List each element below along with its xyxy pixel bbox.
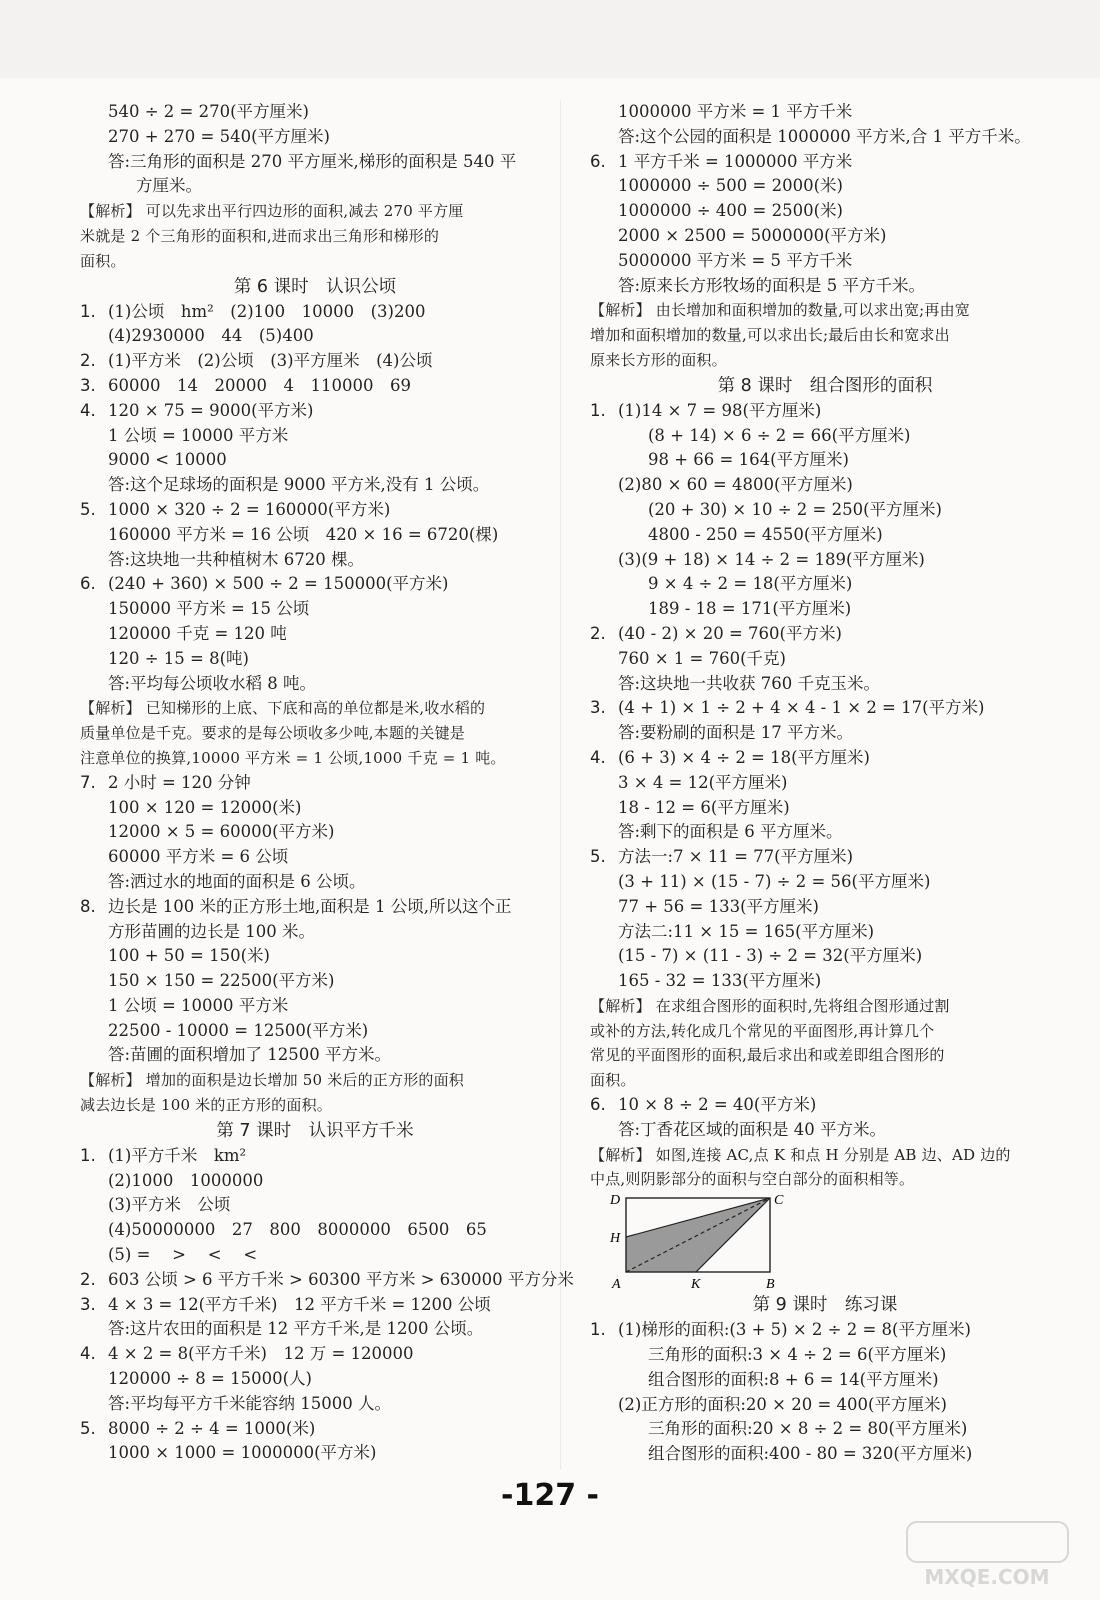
analysis-note [80, 696, 550, 770]
answer-text: 三角形的面积:20 × 8 ÷ 2 = 80(平方厘米) [648, 1419, 968, 1439]
answer-text: 4 × 3 = 12(平方千米) 12 平方千米 = 1200 公顷 [108, 1294, 491, 1314]
answer-line [80, 424, 550, 449]
answer-text: 答:剩下的面积是 6 平方厘米。 [618, 822, 843, 842]
answer-text: (3 + 11) × (15 - 7) ÷ 2 = 56(平方厘米) [618, 871, 931, 891]
answer-text: 方厘米。 [136, 176, 202, 196]
answer-text: 1000000 ÷ 400 = 2500(米) [618, 201, 843, 221]
analysis-line: 常见的平面图形的面积,最后求出和或差即组合图形的 [590, 1046, 945, 1065]
answer-line [80, 349, 550, 374]
label-c: C [774, 1193, 784, 1209]
question-number: 5. [590, 847, 606, 867]
answer-text: (1)平方米 (2)公顷 (3)平方厘米 (4)公顷 [108, 351, 433, 371]
answer-line [590, 448, 1060, 473]
answer-text: 答:平均每公顷收水稻 8 吨。 [108, 673, 317, 693]
answer-text: (3)平方米 公顷 [108, 1195, 231, 1215]
answer-line [80, 920, 550, 945]
answer-text: (4)2930000 44 (5)400 [108, 326, 314, 346]
answer-line [80, 150, 550, 175]
question-number: 1. [590, 400, 606, 420]
answer-text: 9000 < 10000 [108, 450, 227, 470]
geometry-figure [600, 1192, 1060, 1292]
answer-line [590, 224, 1060, 249]
answer-line [80, 944, 550, 969]
label-d: D [610, 1193, 621, 1209]
answer-text: 答:这块地一共种植树木 6720 棵。 [108, 549, 365, 569]
question-number: 5. [80, 499, 96, 519]
question-number: 3. [590, 698, 606, 718]
answer-text: 1 公顷 = 10000 平方米 [108, 425, 289, 445]
answer-text: 603 公顷 > 6 平方千米 > 60300 平方米 > 630000 平方分米 [108, 1269, 574, 1289]
answer-line [590, 498, 1060, 523]
answer-line [80, 100, 550, 125]
answer-text: (20 + 30) × 10 ÷ 2 = 250(平方厘米) [648, 499, 942, 519]
answer-line [590, 1343, 1060, 1368]
answer-text: (15 - 7) × (11 - 3) ÷ 2 = 32(平方厘米) [618, 946, 923, 966]
answer-text: 100 × 120 = 12000(米) [108, 797, 302, 817]
answer-text: 4 × 2 = 8(平方千米) 12 万 = 120000 [108, 1344, 414, 1364]
answer-text: 10 × 8 ÷ 2 = 40(平方米) [618, 1095, 817, 1115]
question-number: 3. [80, 1294, 96, 1314]
answer-line [80, 845, 550, 870]
analysis-line: 【解析】 由长增加和面积增加的数量,可以求出宽;再由宽 [590, 301, 970, 320]
answer-text: 8000 ÷ 2 ÷ 4 = 1000(米) [108, 1418, 316, 1438]
answer-text: (2)80 × 60 = 4800(平方厘米) [618, 475, 853, 495]
answer-text: 三角形的面积:3 × 4 ÷ 2 = 6(平方厘米) [648, 1345, 947, 1365]
answer-line [590, 672, 1060, 697]
answer-line [590, 174, 1060, 199]
answer-line [80, 399, 550, 424]
analysis-line: 【解析】 如图,连接 AC,点 K 和点 H 分别是 AB 边、AD 边的 [590, 1145, 1011, 1164]
analysis-line: 增加和面积增加的数量,可以求出长;最后由长和宽求出 [590, 326, 950, 345]
answer-text: (1)梯形的面积:(3 + 5) × 2 ÷ 2 = 8(平方厘米) [618, 1320, 971, 1340]
answer-text: 5000000 平方米 = 5 平方千米 [618, 250, 853, 270]
answer-line [590, 771, 1060, 796]
answer-line [590, 249, 1060, 274]
answer-text: 方法二:11 × 15 = 165(平方厘米) [618, 921, 875, 941]
answer-text: 98 + 66 = 164(平方厘米) [648, 450, 849, 470]
answer-text: 150 × 150 = 22500(平方米) [108, 971, 335, 991]
answer-line [80, 174, 550, 199]
answer-line [590, 424, 1060, 449]
answer-text: (6 + 3) × 4 ÷ 2 = 18(平方厘米) [618, 747, 870, 767]
answer-line [590, 1442, 1060, 1467]
answer-line [590, 647, 1060, 672]
question-number: 2. [80, 351, 96, 371]
answer-line [590, 1093, 1060, 1118]
answer-text: 1 公顷 = 10000 平方米 [108, 995, 289, 1015]
question-number: 1. [80, 301, 96, 321]
answer-line [590, 100, 1060, 125]
lesson-8-heading: 第 8 课时 组合图形的面积 [717, 375, 933, 396]
analysis-note [590, 994, 1060, 1093]
answer-line [80, 548, 550, 573]
answer-text: 22500 - 10000 = 12500(平方米) [108, 1020, 369, 1040]
answer-line [590, 870, 1060, 895]
answer-line [80, 448, 550, 473]
answer-line [590, 150, 1060, 175]
answer-text: 100 + 50 = 150(米) [108, 946, 270, 966]
answer-line [80, 1243, 550, 1268]
answer-line [80, 374, 550, 399]
answer-text: 2 小时 = 120 分钟 [108, 772, 251, 792]
answer-line [80, 1218, 550, 1243]
answer-line [590, 696, 1060, 721]
answer-line [80, 1293, 550, 1318]
answer-text: 150000 平方米 = 15 公顷 [108, 599, 310, 619]
answer-line [590, 1118, 1060, 1143]
answer-line [80, 1019, 550, 1044]
question-number: 2. [590, 623, 606, 643]
answer-line [80, 796, 550, 821]
answer-line [80, 1043, 550, 1068]
label-h: H [610, 1231, 621, 1247]
answer-line [590, 721, 1060, 746]
answer-line [590, 969, 1060, 994]
analysis-line: 注意单位的换算,10000 平方米 = 1 公顷,1000 千克 = 1 吨。 [80, 748, 506, 767]
analysis-line: 原来长方形的面积。 [590, 350, 727, 369]
answer-line [80, 647, 550, 672]
answer-text: 答:洒过水的地面的面积是 6 公顷。 [108, 871, 366, 891]
answer-text: 答:这个公园的面积是 1000000 平方米,合 1 平方千米。 [618, 126, 1031, 146]
answer-text: (40 - 2) × 20 = 760(平方米) [618, 623, 842, 643]
answer-text: 组合图形的面积:8 + 6 = 14(平方厘米) [648, 1369, 939, 1389]
question-number: 2. [80, 1269, 96, 1289]
answer-text: 9 × 4 ÷ 2 = 18(平方厘米) [648, 574, 853, 594]
answer-text: 120000 ÷ 8 = 15000(人) [108, 1369, 312, 1389]
analysis-line: 质量单位是千克。要求的是每公顷收多少吨,本题的关键是 [80, 724, 465, 743]
analysis-line: 米就是 2 个三角形的面积和,进而求出三角形和梯形的 [80, 226, 440, 245]
answer-text: 1000000 ÷ 500 = 2000(米) [618, 176, 843, 196]
answer-line [590, 523, 1060, 548]
label-b: B [766, 1277, 775, 1293]
answer-line [590, 944, 1060, 969]
answer-text: 组合图形的面积:400 - 80 = 320(平方厘米) [648, 1444, 973, 1464]
answer-line [590, 199, 1060, 224]
analysis-line: 【解析】 已知梯形的上底、下底和高的单位都是米,收水稻的 [80, 699, 486, 718]
question-number: 4. [80, 400, 96, 420]
watermark-text: MXQE.COM [924, 1565, 1050, 1589]
answer-line [590, 274, 1060, 299]
answer-line [590, 820, 1060, 845]
answer-line [590, 796, 1060, 821]
question-number: 6. [590, 1095, 606, 1115]
question-number: 5. [80, 1418, 96, 1438]
question-number: 1. [80, 1145, 96, 1165]
answer-text: 答:这个足球场的面积是 9000 平方米,没有 1 公顷。 [108, 475, 490, 495]
answer-line [590, 845, 1060, 870]
answer-line [80, 473, 550, 498]
answer-line [590, 622, 1060, 647]
answer-text: 2000 × 2500 = 5000000(平方米) [618, 225, 887, 245]
label-a: A [612, 1277, 621, 1293]
answer-line [80, 1193, 550, 1218]
answer-line [80, 622, 550, 647]
answer-text: 120000 千克 = 120 吨 [108, 623, 287, 643]
analysis-line: 面积。 [590, 1071, 636, 1090]
answer-line [80, 870, 550, 895]
answer-text: 答:丁香花区域的面积是 40 平方米。 [618, 1119, 887, 1139]
answer-text: 方形苗圃的边长是 100 米。 [108, 921, 315, 941]
watermark-logo [905, 1520, 1070, 1590]
answer-text: (8 + 14) × 6 ÷ 2 = 66(平方厘米) [648, 425, 911, 445]
answer-line [590, 473, 1060, 498]
answer-text: 4800 - 250 = 4550(平方厘米) [648, 524, 883, 544]
analysis-note [590, 298, 1060, 372]
question-number: 8. [80, 896, 96, 916]
answer-line [80, 994, 550, 1019]
answer-text: (3)(9 + 18) × 14 ÷ 2 = 189(平方厘米) [618, 549, 925, 569]
answer-text: 270 + 270 = 540(平方厘米) [108, 126, 330, 146]
answer-text: 答:平均每平方千米能容纳 15000 人。 [108, 1393, 392, 1413]
answer-line [590, 572, 1060, 597]
right-column [590, 100, 1060, 1467]
analysis-note [590, 1143, 1060, 1193]
top-margin [0, 0, 1100, 78]
analysis-note [80, 199, 550, 273]
question-number: 6. [590, 151, 606, 171]
answer-text: 答:要粉刷的面积是 17 平方米。 [618, 723, 854, 743]
answer-text: (2)正方形的面积:20 × 20 = 400(平方厘米) [618, 1394, 947, 1414]
answer-text: 1000 × 1000 = 1000000(平方米) [108, 1443, 377, 1463]
question-number: 6. [80, 574, 96, 594]
question-number: 7. [80, 772, 96, 792]
question-number: 4. [590, 747, 606, 767]
answer-text: 答:苗圃的面积增加了 12500 平方米。 [108, 1045, 392, 1065]
analysis-line: 【解析】 在求组合图形的面积时,先将组合图形通过割 [590, 996, 950, 1015]
answer-line [80, 672, 550, 697]
answer-line [80, 1441, 550, 1466]
answer-text: 165 - 32 = 133(平方厘米) [618, 971, 822, 991]
answer-line [80, 1367, 550, 1392]
analysis-line: 或补的方法,转化成几个常见的平面图形,再计算几个 [590, 1021, 935, 1040]
answer-text: 540 ÷ 2 = 270(平方厘米) [108, 102, 309, 121]
answer-line [80, 523, 550, 548]
answer-line [80, 895, 550, 920]
answer-text: 方法一:7 × 11 = 77(平方厘米) [618, 847, 854, 867]
answer-line [590, 1368, 1060, 1393]
answer-line [80, 1268, 574, 1293]
answer-text: (240 + 360) × 500 ÷ 2 = 150000(平方米) [108, 574, 449, 594]
answer-line [80, 1392, 550, 1417]
answer-text: 60000 14 20000 4 110000 69 [108, 375, 411, 395]
analysis-line: 减去边长是 100 米的正方形的面积。 [80, 1096, 332, 1115]
answer-line [80, 1417, 550, 1442]
answer-text: (5) = > < < [108, 1245, 258, 1265]
answer-line [80, 572, 550, 597]
answer-text: (2)1000 1000000 [108, 1170, 264, 1190]
answer-line [590, 548, 1060, 573]
answer-line [80, 969, 550, 994]
answer-text: (4)50000000 27 800 8000000 6500 65 [108, 1220, 487, 1240]
answer-text: 760 × 1 = 760(千克) [618, 648, 786, 668]
answer-line [590, 399, 1060, 424]
answer-line [80, 597, 550, 622]
answer-text: 18 - 12 = 6(平方厘米) [618, 797, 790, 817]
answer-text: 189 - 18 = 171(平方厘米) [648, 599, 852, 619]
analysis-line: 【解析】 增加的面积是边长增加 50 米后的正方形的面积 [80, 1071, 464, 1090]
answer-text: 1000000 平方米 = 1 平方千米 [618, 102, 853, 121]
lesson-7-heading: 第 7 课时 认识平方千米 [216, 1120, 414, 1141]
lesson-9-heading: 第 9 课时 练习课 [752, 1295, 898, 1316]
rectangle-abcd-diagram [600, 1192, 820, 1292]
lesson-6-heading: 第 6 课时 认识公顷 [233, 276, 397, 297]
answer-text: 答:原来长方形牧场的面积是 5 平方千米。 [618, 275, 926, 295]
answer-line [80, 1317, 550, 1342]
answer-line [80, 498, 550, 523]
answer-text: 1000 × 320 ÷ 2 = 160000(平方米) [108, 499, 391, 519]
answer-text: 160000 平方米 = 16 公顷 420 × 16 = 6720(棵) [108, 524, 499, 544]
answer-line [590, 1393, 1060, 1418]
answer-line [80, 771, 550, 796]
answer-text: (1)公顷 hm² (2)100 10000 (3)200 [108, 301, 426, 321]
answer-text: 答:这片农田的面积是 12 平方千米,是 1200 公顷。 [108, 1319, 484, 1339]
answer-line [80, 324, 550, 349]
answer-text: 答:三角形的面积是 270 平方厘米,梯形的面积是 540 平 [108, 151, 517, 171]
answer-line [590, 1417, 1060, 1442]
answer-text: 120 × 75 = 9000(平方米) [108, 400, 314, 420]
answer-text: 12000 × 5 = 60000(平方米) [108, 822, 335, 842]
answer-text: 3 × 4 = 12(平方厘米) [618, 772, 788, 792]
answer-text: 答:这块地一共收获 760 千克玉米。 [618, 673, 881, 693]
label-k: K [691, 1277, 701, 1293]
analysis-line: 【解析】 可以先求出平行四边形的面积,减去 270 平方厘 [80, 202, 464, 221]
question-number: 3. [80, 375, 96, 395]
column-divider [560, 100, 561, 1470]
answer-line [590, 920, 1060, 945]
answer-line [590, 746, 1060, 771]
answer-line [80, 820, 550, 845]
answer-line [80, 125, 550, 150]
answer-text: (1)14 × 7 = 98(平方厘米) [618, 400, 822, 420]
answer-line [590, 597, 1060, 622]
answer-line [80, 300, 550, 325]
answer-line [590, 1318, 1060, 1343]
answer-line [80, 1169, 550, 1194]
answer-text: 77 + 56 = 133(平方厘米) [618, 896, 819, 916]
answer-line [80, 1342, 550, 1367]
question-number: 4. [80, 1344, 96, 1364]
question-number: 1. [590, 1320, 606, 1340]
answer-text: 120 ÷ 15 = 8(吨) [108, 648, 249, 668]
answer-text: (4 + 1) × 1 ÷ 2 + 4 × 4 - 1 × 2 = 17(平方米) [618, 698, 985, 718]
page-number: -127 - [501, 1478, 599, 1513]
answer-text: 边长是 100 米的正方形土地,面积是 1 公顷,所以这个正 [108, 896, 512, 916]
left-column [80, 100, 574, 1466]
answer-line [590, 895, 1060, 920]
answer-text: (1)平方千米 km² [108, 1145, 247, 1165]
answer-text: 1 平方千米 = 1000000 平方米 [618, 151, 853, 171]
answer-line [80, 1144, 550, 1169]
analysis-line: 面积。 [80, 251, 126, 270]
analysis-note [80, 1068, 550, 1118]
answer-text: 60000 平方米 = 6 公顷 [108, 847, 289, 867]
analysis-line: 中点,则阴影部分的面积与空白部分的面积相等。 [590, 1170, 915, 1189]
answer-line [590, 125, 1060, 150]
